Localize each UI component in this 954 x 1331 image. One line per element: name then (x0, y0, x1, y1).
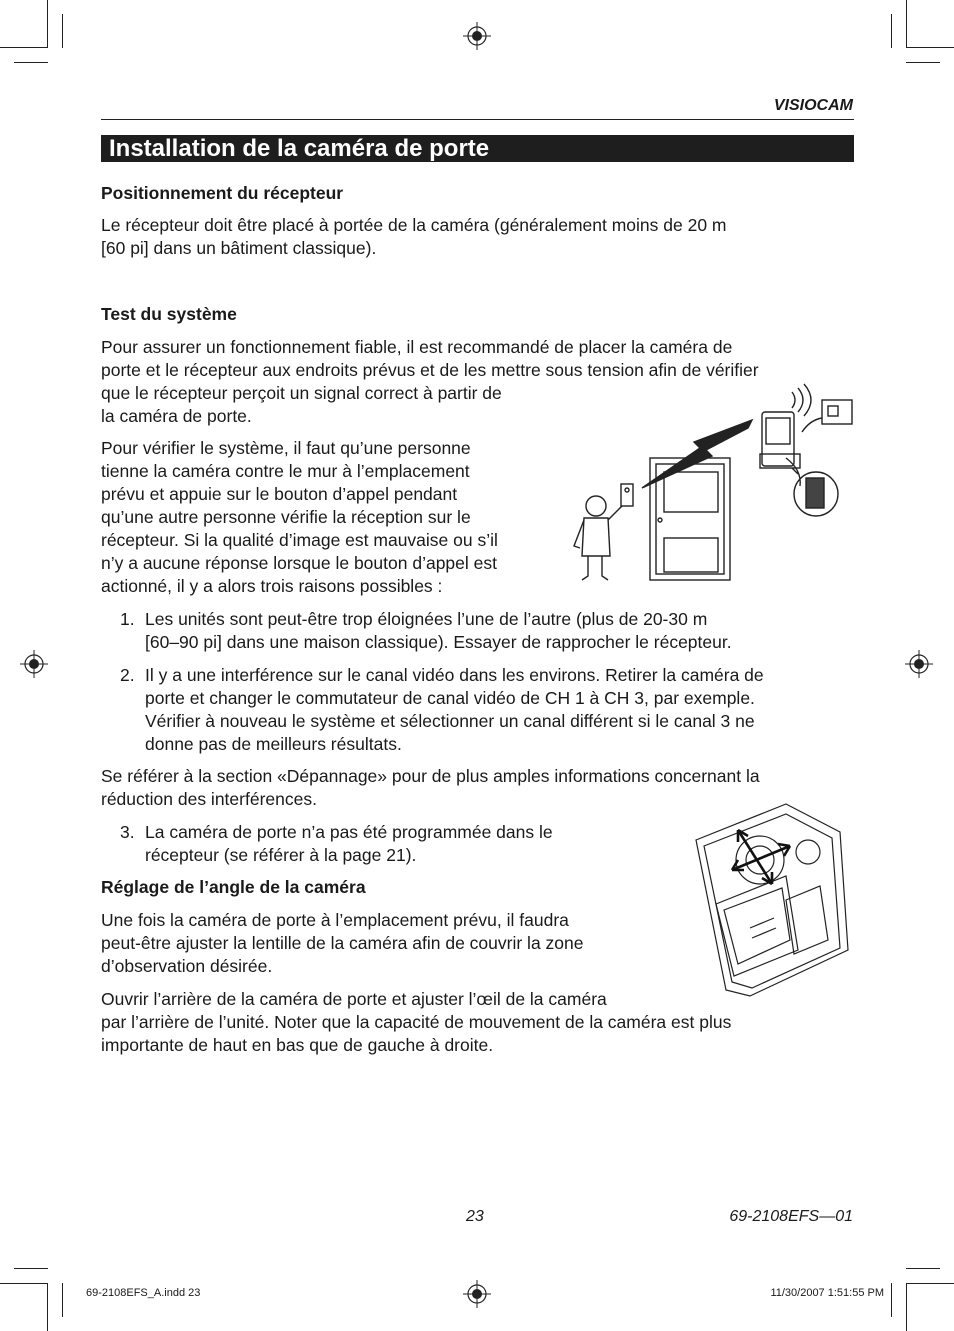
text-line: Se référer à la section «Dépannage» pour de plus amples informations concernant la (101, 766, 760, 786)
person-figure (574, 496, 622, 580)
list-item-line: Il y a une interférence sur le canal vidéo dans les environs. Retirer la caméra de (145, 665, 764, 685)
slug-timestamp: 11/30/2007 1:51:55 PM (770, 1287, 884, 1299)
page-title: Installation de la caméra de porte (109, 135, 490, 162)
text-line: peut-être ajuster la lentille de la caméra afin de couvrir la zone (101, 933, 584, 953)
crop-mark (47, 0, 48, 48)
list-item-line: porte et changer le commutateur de canal vidéo de CH 1 à CH 3, par exemple. (145, 688, 755, 708)
text-line: importante de haut en bas que de gauche à droite. (101, 1035, 494, 1055)
slug-filename: 69-2108EFS_A.indd 23 (86, 1287, 201, 1299)
crop-mark (891, 14, 892, 48)
text-line: Pour vérifier le système, il faut qu’une personne (101, 438, 471, 458)
text-line: récepteur. Si la qualité d’image est mauvaise ou s’il (101, 530, 498, 550)
text-line: prévu et appuie sur le bouton d’appel pendant (101, 484, 458, 504)
text-line: actionné, il y a alors trois raisons possibles : (101, 576, 443, 596)
text-line: Pour assurer un fonctionnement fiable, il est recommandé de placer la caméra de (101, 337, 733, 357)
crop-mark (0, 1283, 48, 1284)
crop-mark (906, 1283, 907, 1331)
text-line: par l’arrière de l’unité. Noter que la capacité de mouvement de la caméra est plus (101, 1012, 732, 1032)
text-line: qu’une autre personne vérifie la réception sur le (101, 507, 471, 527)
heading-test: Test du système (101, 304, 237, 324)
text-line: n’y a aucune réponse lorsque le bouton d’appel est (101, 553, 497, 573)
crop-mark (14, 62, 48, 63)
text-line: réduction des interférences. (101, 789, 317, 809)
header-rule (101, 119, 854, 120)
list-item-line: donne pas de meilleurs résultats. (145, 734, 402, 754)
crop-mark (14, 1268, 48, 1269)
crop-mark (62, 14, 63, 48)
registration-mark-icon (905, 650, 933, 678)
list-number: 3. (120, 822, 135, 842)
registration-mark-icon (463, 22, 491, 50)
heading-angle: Réglage de l’angle de la caméra (101, 877, 366, 897)
text-line: que le récepteur perçoit un signal correct à partir de (101, 383, 502, 403)
heading-receiver: Positionnement du récepteur (101, 183, 344, 203)
text-line: la caméra de porte. (101, 406, 252, 426)
document-code: 69-2108EFS—01 (729, 1208, 853, 1225)
section-title-bar (101, 135, 854, 162)
crop-mark (906, 0, 907, 48)
list-item-line: La caméra de porte n’a pas été programmée dans le (145, 822, 553, 842)
text-line: Le récepteur doit être placé à portée de la caméra (généralement moins de 20 m (101, 215, 727, 235)
crop-mark (891, 1283, 892, 1317)
crop-mark (0, 47, 48, 48)
text-line: [60 pi] dans un bâtiment classique). (101, 238, 377, 258)
crop-mark (906, 1268, 940, 1269)
registration-mark-icon (463, 1280, 491, 1308)
list-item-line: Les unités sont peut-être trop éloignées l’une de l’autre (plus de 20-30 m (145, 609, 708, 629)
page-number: 23 (466, 1208, 484, 1225)
crop-mark (906, 47, 954, 48)
crop-mark (47, 1283, 48, 1331)
signal-lightning-icon (642, 420, 752, 488)
system-test-illustration (566, 378, 856, 588)
camera-back-illustration (690, 800, 855, 1000)
text-line: Une fois la caméra de porte à l’emplacement prévu, il faudra (101, 910, 569, 930)
list-item-line: [60–90 pi] dans une maison classique). Essayer de rapprocher le récepteur. (145, 632, 732, 652)
adjust-arrows-icon (732, 830, 790, 884)
crop-mark (906, 1283, 954, 1284)
running-header: VISIOCAM (773, 97, 853, 114)
crop-mark (906, 62, 940, 63)
text-line: d’observation désirée. (101, 956, 273, 976)
list-item-line: récepteur (se référer à la page 21). (145, 845, 417, 865)
door-camera-icon (621, 484, 633, 506)
crop-mark (62, 1283, 63, 1317)
list-item-line: Vérifier à nouveau le système et sélectionner un canal différent si le canal 3 ne (145, 711, 755, 731)
text-line: tienne la caméra contre le mur à l’emplacement (101, 461, 470, 481)
receiver-monitor-icon (760, 412, 800, 468)
registration-mark-icon (20, 650, 48, 678)
list-number: 1. (120, 609, 135, 629)
text-line: Ouvrir l’arrière de la caméra de porte et ajuster l’œil de la caméra (101, 989, 607, 1009)
list-number: 2. (120, 665, 135, 685)
text-line: porte et le récepteur aux endroits prévus et de les mettre sous tension afin de vérifier (101, 360, 759, 380)
